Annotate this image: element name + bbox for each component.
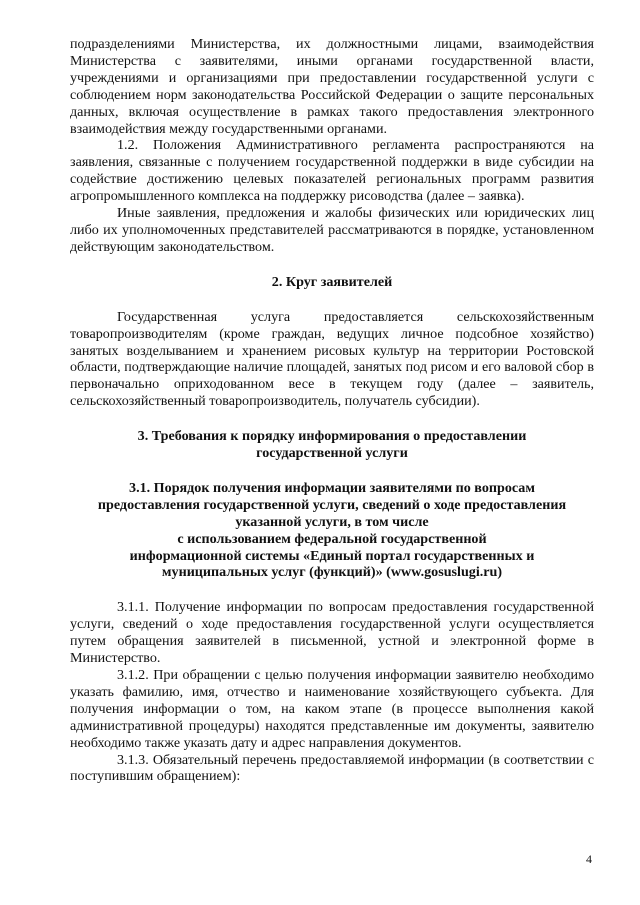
subsection-heading-3-1-line: с использованием федеральной государственной [177, 530, 487, 547]
section-heading-2: 2. Круг заявителей [271, 273, 393, 290]
document-page [70, 36, 594, 785]
subsection-heading-3-1 [70, 480, 594, 581]
section-heading-3 [70, 428, 594, 462]
subsection-heading-3-1-line: предоставления государственной услуги, сведений о ходе предоставления [97, 496, 567, 513]
paragraph-3-1-1: 3.1.1. Получение информации по вопросам предоставления государственной услуги, сведений о ходе предоставления государственной услуги осуществляется путем обращения заявителей в письменной, устной и электронной форме в Министерство. [70, 599, 594, 667]
subsection-heading-3-1-line: указанной услуги, в том числе [235, 513, 429, 530]
paragraph-applicants: Государственная услуга предоставляется сельскохозяйственным товаропроизводителям (кроме граждан, ведущих личное подсобное хозяйство) занятых возделыванием и хранением рисовых культур на территории Ростовской области, подтверждающие наличие площадей, занятых под рисом и его валовой сбор в первоначально оприходованном весе в текущем году (далее – заявитель, сельскохозяйственный товаропроизводитель, получатель субсидии). [70, 308, 594, 410]
paragraph-3-1-3: 3.1.3. Обязательный перечень предоставляемой информации (в соответствии с поступившим обращением): [70, 751, 594, 785]
subsection-heading-3-1-line: муниципальных услуг (функций)» (www.gosuslugi.ru) [161, 564, 503, 581]
subsection-heading-3-1-line: информационной системы «Единый портал государственных и [129, 547, 535, 564]
paragraph-3-1-2: 3.1.2. При обращении с целью получения информации заявителю необходимо указать фамилию, имя, отчество и наименование хозяйствующего субъекта. Для получения информации о том, на каком этапе (в процессе выполнения какой административной процедуры) находятся представленные им документы, заявителю необходимо также указать дату и адрес направления документов. [70, 667, 594, 751]
paragraph-intro-continuation: подразделениями Министерства, их должностными лицами, взаимодействия Министерства с заявителями, иными органами государственной власти, учреждениями и организациями при предоставлении государственной услуги с соблюдением норм законодательства Российской Федерации о защите персональных данных, включая осуществление в рамках такого предоставления электронного взаимодействия между государственными органами. [70, 36, 594, 137]
paragraph-1-2: 1.2. Положения Административного регламента распространяются на заявления, связанные с получением государственной поддержки в виде субсидии на содействие достижению целевых показателей региональных программ развития агропромышленного комплекса на поддержку рисоводства (далее – заявка). [70, 137, 594, 205]
section-heading-3-line: 3. Требования к порядку информирования о предоставлении [137, 428, 527, 445]
page-number: 4 [586, 852, 592, 866]
section-heading-3-line: государственной услуги [256, 445, 408, 462]
paragraph-other-applications: Иные заявления, предложения и жалобы физических или юридических лиц либо их уполномоченных представителей рассматриваются в порядке, установленном действующим законодательством. [70, 205, 594, 255]
subsection-heading-3-1-line: 3.1. Порядок получения информации заявителями по вопросам [129, 479, 535, 496]
